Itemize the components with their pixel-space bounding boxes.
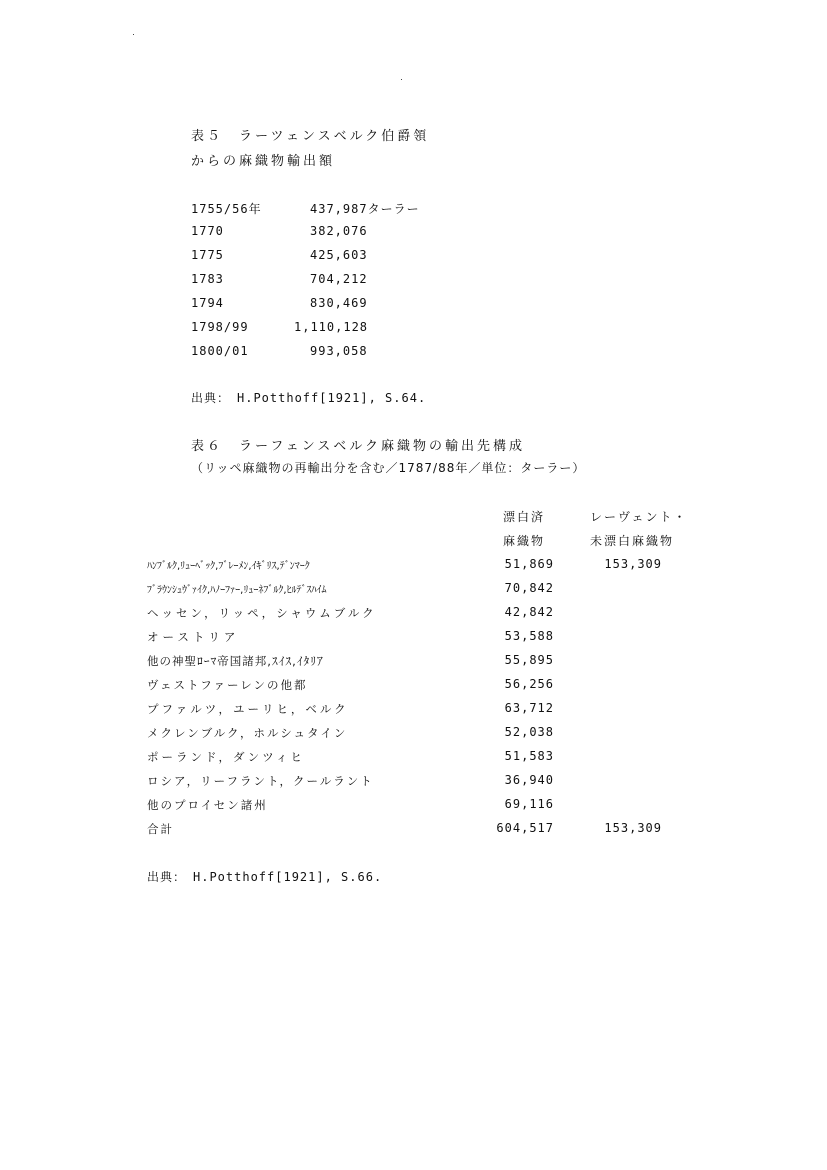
- table6-total-v1: 604,517: [496, 821, 554, 835]
- table5-value: 704,212: [310, 272, 368, 286]
- table6-row-label: 他のプロイセン諸州: [147, 798, 268, 812]
- scan-speck: [401, 79, 402, 80]
- scan-speck: [133, 34, 134, 35]
- table6-row-v1: 53,588: [504, 629, 554, 643]
- table6-col2-header-line2: 未漂白麻織物: [590, 534, 675, 548]
- table5-year: 1770: [191, 224, 224, 238]
- table5-title-line2: からの麻織物輸出額: [191, 154, 336, 169]
- table6-row-v1: 69,116: [504, 797, 554, 811]
- table6-row-label: ヘッセン，リッペ，シャウムブルク: [147, 606, 377, 620]
- table6-col1-header-line1: 漂白済: [503, 510, 546, 524]
- table6-row-label: プファルツ，ユーリヒ，ベルク: [147, 702, 349, 716]
- table5-year: 1783: [191, 272, 224, 286]
- table6-row-label: 他の神聖ﾛｰﾏ帝国諸邦,ｽｲｽ,ｲﾀﾘｱ: [147, 654, 324, 668]
- table6-title-line2: （リッペ麻織物の再輸出分を含む／1787/88年／単位：ターラー）: [191, 461, 586, 475]
- table6-row-v1: 42,842: [504, 605, 554, 619]
- table6-row-label: ﾌﾞﾗｳﾝｼｭｳﾞｧｲｸ,ﾊﾉｰﾌｧｰ,ﾘｭｰﾈﾌﾞﾙｸ,ﾋﾙﾃﾞｽﾊｲﾑ: [147, 585, 327, 596]
- table6-row-v1: 56,256: [504, 677, 554, 691]
- table6-row-label: オーストリア: [147, 630, 240, 644]
- table5-value: 425,603: [310, 248, 368, 262]
- table5-value: 830,469: [310, 296, 368, 310]
- table6-row-v1: 36,940: [504, 773, 554, 787]
- table6-total-v2: 153,309: [604, 821, 662, 835]
- table6-row-v1: 70,842: [504, 581, 554, 595]
- table6-row-label: ポーランド，ダンツィヒ: [147, 750, 305, 764]
- table5-year: 1800/01: [191, 344, 249, 358]
- table6-row-v1: 63,712: [504, 701, 554, 715]
- table5-value: 382,076: [310, 224, 368, 238]
- table6-row-v1: 55,895: [504, 653, 554, 667]
- table6-title-line1: 表６ ラーフェンスベルク麻織物の輸出先構成: [191, 439, 526, 454]
- table5-title-line1: 表５ ラーツェンスベルク伯爵領: [191, 129, 430, 144]
- table6-col2-header-line1: レーヴェント・: [590, 510, 688, 524]
- table6-row-label: ﾊﾝﾌﾞﾙｸ,ﾘｭｰﾍﾞｯｸ,ﾌﾞﾚｰﾒﾝ,ｲｷﾞﾘｽ,ﾃﾞﾝﾏｰｸ: [147, 561, 310, 572]
- table6-row-v1: 51,583: [504, 749, 554, 763]
- table6-total-label: 合計: [147, 822, 174, 836]
- table6-row-v1: 51,869: [504, 557, 554, 571]
- table5-year: 1794: [191, 296, 224, 310]
- table5-source: 出典： H.Potthoff[1921], S.64.: [191, 391, 427, 405]
- table6-row-label: メクレンブルク，ホルシュタイン: [147, 726, 348, 740]
- table6-row-label: ヴェストファーレンの他都: [147, 678, 308, 692]
- table6-row-label: ロシア，リーフラント，クールラント: [147, 774, 374, 788]
- table5-value: 1,110,128: [294, 320, 369, 334]
- table6-col1-header-line2: 麻織物: [503, 534, 546, 548]
- table5-year: 1755/56年: [191, 202, 262, 216]
- table6-row-v1: 52,038: [504, 725, 554, 739]
- table5-year: 1775: [191, 248, 224, 262]
- table6-source: 出典： H.Potthoff[1921], S.66.: [147, 870, 383, 884]
- table5-value: 437,987ターラー: [310, 202, 420, 216]
- table5-value: 993,058: [310, 344, 368, 358]
- table5-year: 1798/99: [191, 320, 249, 334]
- table6-row-v2: 153,309: [604, 557, 662, 571]
